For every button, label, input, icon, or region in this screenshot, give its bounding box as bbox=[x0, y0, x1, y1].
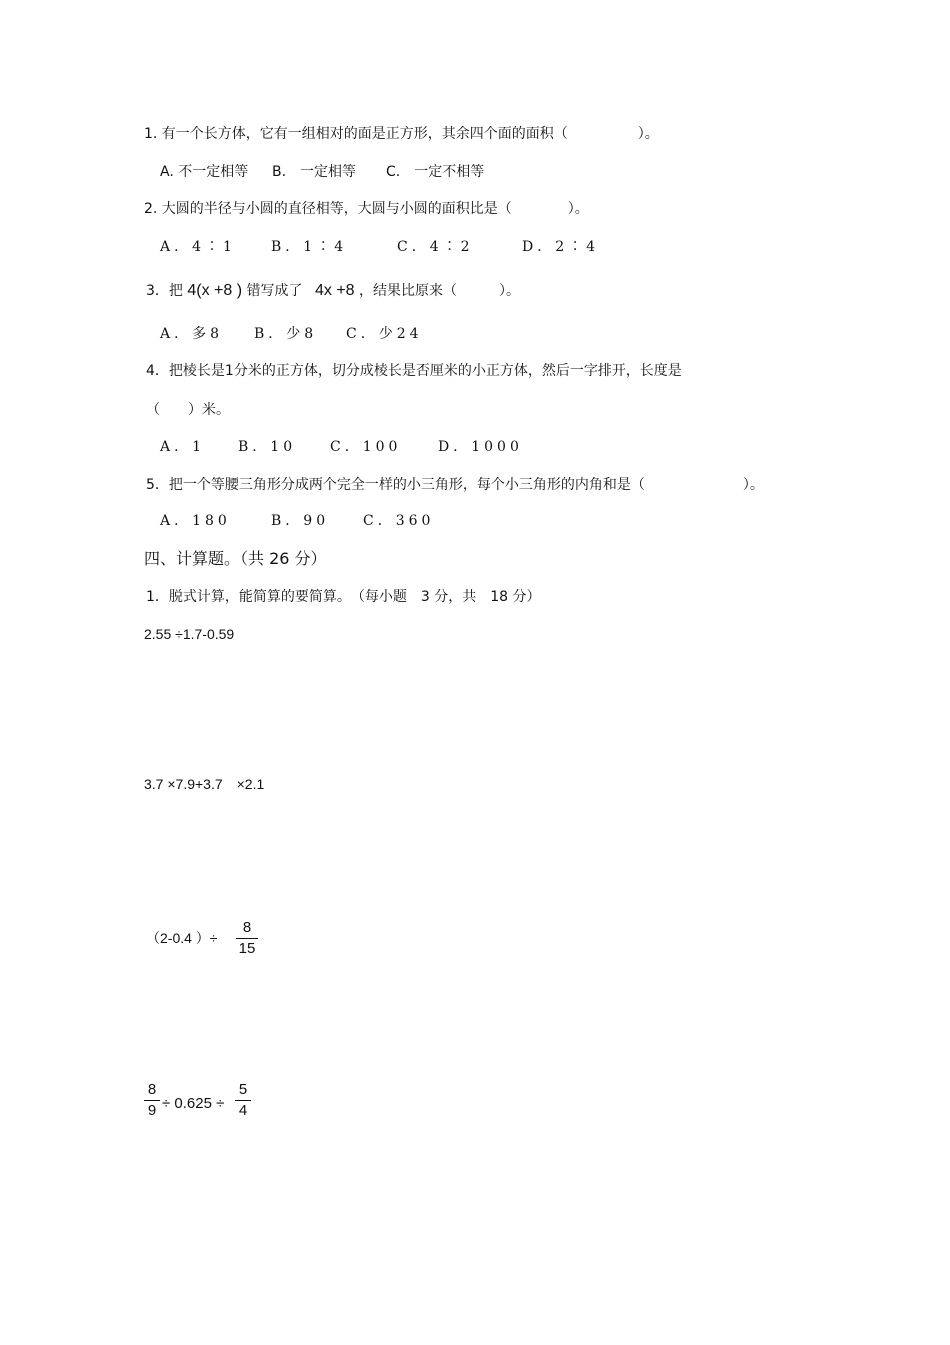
q3-option-b: B．少8 bbox=[254, 326, 318, 342]
calc-expression-2: 3.7 ×7.9+3.7 ×2.1 bbox=[144, 776, 265, 792]
q1-stem: 1. 有一个长方体，它有一组相对的面是正方形，其余四个面的面积（ ）。 bbox=[144, 126, 659, 142]
fraction-numerator: 5 bbox=[238, 1081, 248, 1098]
q2-option-a: A．4∶1 bbox=[160, 239, 236, 255]
q3-option-a: A．多8 bbox=[160, 326, 224, 342]
q4-stem: 4．把棱长是1分米的正方体，切分成棱长是否厘米的小正方体，然后一字排开，长度是 bbox=[146, 363, 682, 379]
q4-option-c: C．100 bbox=[330, 439, 402, 455]
q3-expr-correct: 4(x +8 ) bbox=[187, 282, 243, 299]
fraction-denominator: 9 bbox=[147, 1102, 157, 1119]
q3-prefix: 3．把 bbox=[146, 283, 183, 299]
fraction-numerator: 8 bbox=[147, 1081, 157, 1098]
q2-stem: 2. 大圆的半径与小圆的直径相等，大圆与小圆的面积比是（ ）。 bbox=[144, 201, 589, 217]
q4-option-d: D．1000 bbox=[438, 439, 523, 455]
q3-suffix: ，结果比原来（ ）。 bbox=[359, 283, 521, 299]
calc-expression-3-fraction bbox=[236, 918, 258, 959]
calc-expression-4-fraction-2 bbox=[235, 1080, 251, 1121]
calc-expression-4-middle: ÷ 0.625 ÷ bbox=[162, 1095, 225, 1112]
calc-expression-3: （2-0.4 ）÷ bbox=[146, 930, 218, 946]
q1-option-b: B. 一定相等 bbox=[272, 164, 357, 180]
q1-option-c: C. 一定不相等 bbox=[386, 164, 485, 180]
q3-option-c: C．少24 bbox=[346, 326, 423, 342]
q5-stem: 5．把一个等腰三角形分成两个完全一样的小三角形，每个小三角形的内角和是（ ）。 bbox=[146, 477, 764, 493]
q4-option-a: A．1 bbox=[160, 439, 206, 455]
fraction-denominator: 4 bbox=[238, 1102, 248, 1119]
calc-expression-1: 2.55 ÷1.7-0.59 bbox=[144, 626, 235, 642]
q4-stem-continued: （ ）米。 bbox=[146, 402, 230, 418]
section-4-title: 四、计算题。（共 26 分） bbox=[144, 549, 327, 568]
fraction-numerator: 8 bbox=[242, 919, 252, 936]
q5-option-b: B．90 bbox=[271, 513, 330, 529]
q5-option-c: C．360 bbox=[363, 513, 435, 529]
q3-expr-wrong: 4x +8 bbox=[314, 282, 355, 299]
q2-option-b: B．1∶4 bbox=[271, 239, 348, 255]
section-4-subtitle: 1．脱式计算，能简算的要简算。 （每小题 3 分，共 18 分） bbox=[146, 589, 541, 605]
q3-middle: 错写成了 bbox=[246, 283, 303, 299]
q5-option-a: A．180 bbox=[160, 513, 231, 529]
calc-expression-4-fraction-1 bbox=[144, 1080, 160, 1121]
q4-option-b: B．10 bbox=[238, 439, 297, 455]
fraction-denominator: 15 bbox=[238, 940, 256, 957]
q3-stem bbox=[146, 282, 520, 300]
q2-option-c: C．4∶2 bbox=[397, 239, 474, 255]
q2-option-d: D．2∶4 bbox=[522, 239, 600, 255]
q1-option-a: A. 不一定相等 bbox=[160, 164, 249, 180]
